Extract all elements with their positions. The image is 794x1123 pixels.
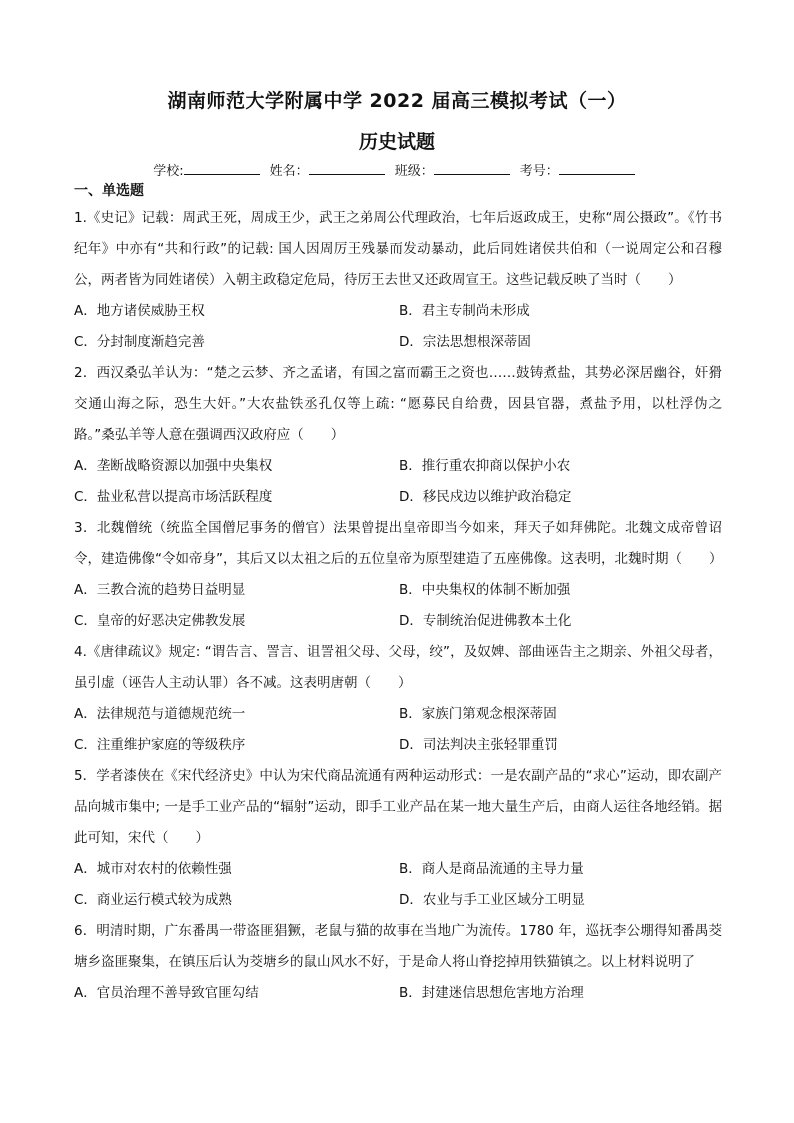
student-info-line (0, 160, 794, 179)
option-a[interactable]: A．地方诸侯威胁王权 (74, 303, 205, 319)
question-3 (74, 513, 722, 637)
option-d[interactable]: D．农业与手工业区域分工明显 (399, 892, 585, 908)
option-b[interactable]: B．君主专制尚未形成 (399, 303, 530, 319)
exam-number-field (520, 160, 641, 179)
question-stem: 5．学者漆侠在《宋代经济史》中认为宋代商品流通有两种运动形式：一是农副产品的“求心”运动，即农副产品向城市集中; 一是手工业产品的“辐射”运动，即手工业产品在某一地大量生产后，由商人运往各地经销。据此可知，宋代（ ） (74, 768, 722, 846)
option-c[interactable]: C．商业运行模式较为成熟 (74, 892, 232, 908)
option-a[interactable]: A．垄断战略资源以加强中央集权 (74, 458, 273, 474)
option-c[interactable]: C．皇帝的好恶决定佛教发展 (74, 613, 246, 629)
school-field (153, 160, 265, 179)
question-stem: 4.《唐律疏议》规定: “谓告言、詈言、诅詈祖父母、父母，绞”，及奴婢、部曲诬告主之期亲、外祖父母者，虽引虚（诬告人主动认罪）各不减。这表明唐朝（ ） (74, 644, 722, 691)
question-list (74, 203, 722, 1009)
option-c[interactable]: C．盐业私营以提高市场活跃程度 (74, 489, 273, 505)
school-blank[interactable] (184, 162, 260, 175)
question-2 (74, 358, 722, 513)
option-c[interactable]: C．注重维护家庭的等级秩序 (74, 737, 246, 753)
class-label: 班级： (394, 164, 434, 179)
school-label: 学校: (153, 164, 184, 179)
option-b[interactable]: B．家族门第观念根深蒂固 (399, 706, 557, 722)
option-b[interactable]: B．中央集权的体制不断加强 (399, 582, 571, 598)
option-b[interactable]: B．封建迷信思想危害地方治理 (399, 985, 584, 1001)
section-heading: 一、单选题 (74, 183, 144, 199)
question-stem: 3．北魏僧统（统监全国僧尼事务的僧官）法果曾提出皇帝即当今如来，拜天子如拜佛陀。北魏文成帝曾诏令，建造佛像“令如帝身”，其后又以太祖之后的五位皇帝为原型建造了五座佛像。这表明，北魏时期（ ） (74, 520, 723, 567)
exam-title: 湖南师范大学附属中学 2022 届高三模拟考试（一） (167, 90, 627, 112)
question-5 (74, 761, 722, 916)
option-group (74, 854, 722, 916)
name-blank[interactable] (309, 162, 385, 175)
question-6 (74, 916, 722, 1009)
question-stem: 2．西汉桑弘羊认为：“楚之云梦、齐之孟诸，有国之富而霸王之资也……鼓铸煮盐，其势必深居幽谷，奸猾交通山海之际，恐生大奸。”大农盐铁丞孔仅等上疏: “愿募民自给费，因县官器，煮盐予用，以杜浮伪之路。”桑弘羊等人意在强调西汉政府应（ ） (74, 365, 722, 443)
class-blank[interactable] (434, 162, 510, 175)
option-d[interactable]: D．专制统治促进佛教本土化 (399, 613, 572, 629)
option-group (74, 575, 722, 637)
question-stem: 1.《史记》记载：周武王死，周成王少，武王之弟周公代理政治，七年后返政成王，史称“周公摄政”。《竹书纪年》中亦有“共和行政”的记载: 国人因周厉王残暴而发动暴动，此后同姓诸侯共伯和（一说周定公和召穆公，两者皆为同姓诸侯）入朝主政稳定危局，待厉王去世又还政周宣王。这些记载反映了当时（ ） (74, 210, 722, 288)
option-a[interactable]: A．法律规范与道德规范统一 (74, 706, 246, 722)
option-b[interactable]: B．商人是商品流通的主导力量 (399, 861, 584, 877)
option-group (74, 296, 722, 358)
question-1 (74, 203, 722, 358)
exam-number-label: 考号： (519, 164, 559, 179)
option-group (74, 699, 722, 761)
option-group (74, 451, 722, 513)
option-b[interactable]: B．推行重农抑商以保护小农 (399, 458, 571, 474)
option-a[interactable]: A．三教合流的趋势日益明显 (74, 582, 246, 598)
option-d[interactable]: D．司法判决主张轻罪重罚 (399, 737, 558, 753)
exam-number-blank[interactable] (559, 162, 635, 175)
option-d[interactable]: D．宗法思想根深蒂固 (399, 334, 531, 350)
question-stem: 6．明清时期，广东番禺一带盗匪猖獗，老鼠与猫的故事在当地广为流传。1780 年，巡抚李公堋得知番禺茭塘乡盗匪聚集，在镇压后认为茭塘乡的鼠山风水不好，于是命人将山脊挖掉用铁猫镇之。以上材料说明了 (74, 923, 722, 970)
option-d[interactable]: D．移民戍边以维护政治稳定 (399, 489, 572, 505)
option-c[interactable]: C．分封制度渐趋完善 (74, 334, 205, 350)
class-field (395, 160, 516, 179)
exam-subtitle: 历史试题 (358, 131, 435, 153)
question-4 (74, 637, 722, 761)
option-group (74, 978, 722, 1009)
option-a[interactable]: A．官员治理不善导致官匪勾结 (74, 985, 259, 1001)
name-label: 姓名： (269, 164, 309, 179)
option-a[interactable]: A．城市对农村的依赖性强 (74, 861, 232, 877)
name-field (270, 160, 391, 179)
